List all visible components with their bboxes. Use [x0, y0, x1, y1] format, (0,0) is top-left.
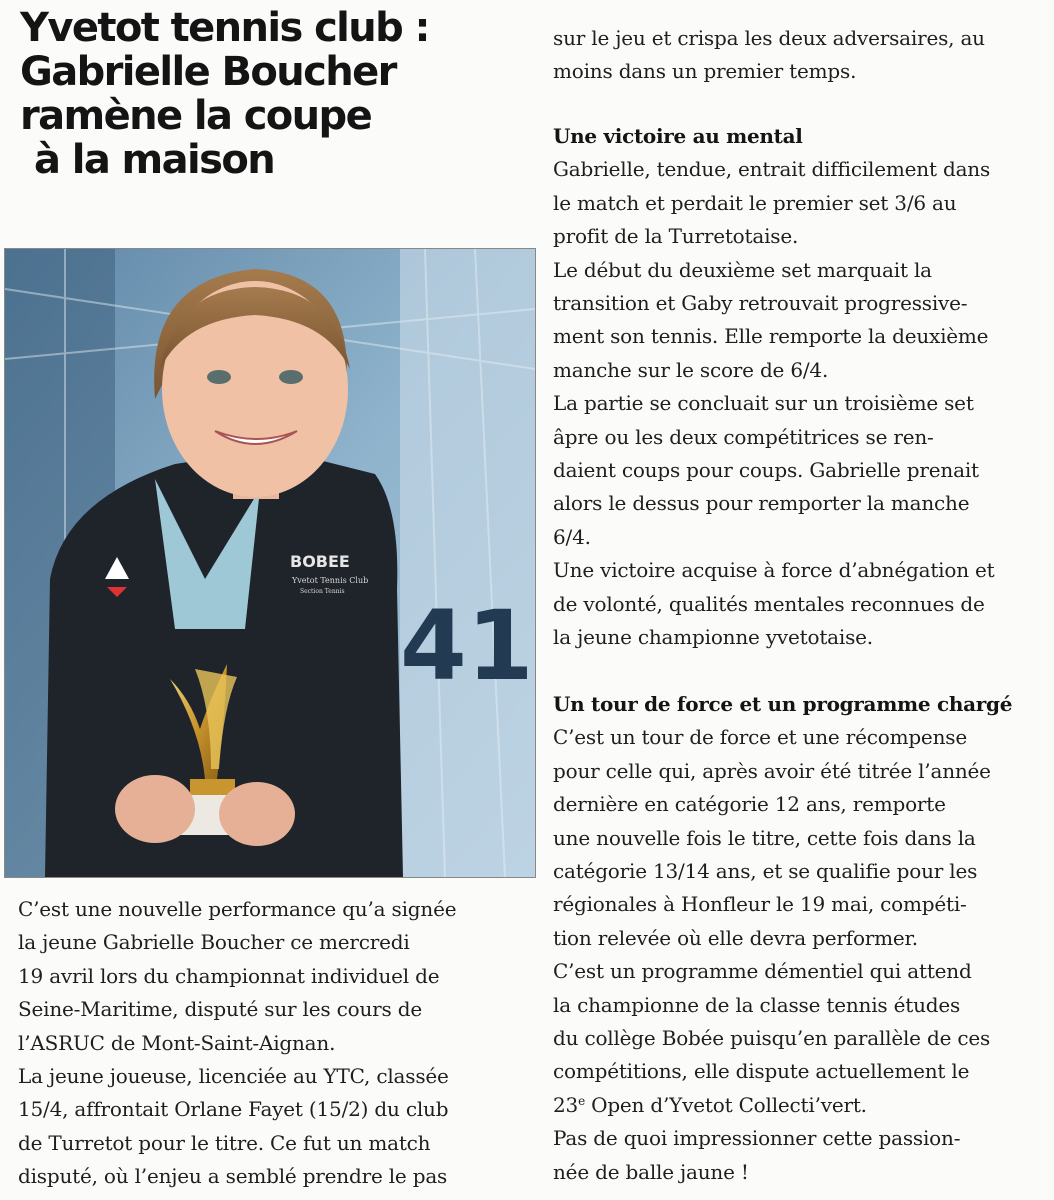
section-2-line: C’est un programme démentiel qui attend: [553, 959, 972, 984]
section-1-line: manche sur le score de 6/4.: [553, 357, 829, 382]
headline-line-3: ramène la coupe: [20, 93, 372, 139]
intro-line: de Turretot pour le titre. Ce fut un match: [18, 1130, 431, 1155]
section-2-line: dernière en catégorie 12 ans, remporte: [553, 792, 946, 817]
continuation-line: sur le jeu et crispa les deux adversaires, au: [553, 26, 985, 50]
section-1-line: transition et Gaby retrouvait progressive-: [553, 291, 968, 316]
headline-line-1: Yvetot tennis club :: [20, 5, 429, 51]
section-2-line: Pas de quoi impressionner cette passion-: [553, 1126, 961, 1151]
intro-line: l’ASRUC de Mont-Saint-Aignan.: [18, 1030, 336, 1055]
section-1-line: ment son tennis. Elle remporte la deuxième: [553, 324, 989, 349]
section-1-line: daient coups pour coups. Gabrielle prenait: [553, 458, 979, 483]
section-2-line: pour celle qui, après avoir été titrée l’année: [553, 758, 991, 783]
intro-line: Seine-Maritime, disputé sur les cours de: [18, 997, 422, 1022]
section-2-body: [553, 721, 1012, 1189]
section-1-line: alors le dessus pour remporter la manche: [553, 491, 970, 516]
section-2-line: la championne de la classe tennis études: [553, 992, 961, 1017]
section-2-line: née de balle jaune !: [553, 1159, 749, 1184]
section-1-body: [553, 153, 995, 654]
section-2-line: tion relevée où elle devra performer.: [553, 925, 918, 950]
section-1-line: âpre ou les deux compétitrices se ren-: [553, 424, 934, 449]
continuation-line: moins dans un premier temps.: [553, 59, 857, 84]
section-1-line: Gabrielle, tendue, entrait difficilement dans: [553, 157, 991, 182]
court-number: [400, 590, 534, 702]
section-1-line: Une victoire acquise à force d’abnégation et: [553, 558, 995, 583]
open-text: Open d’Yvetot Collecti’vert.: [584, 1092, 867, 1117]
intro-line: 19 avril lors du championnat individuel de: [18, 963, 440, 988]
article-photo: [4, 248, 536, 878]
photo-illustration: [5, 249, 535, 877]
intro-paragraph: [18, 893, 530, 1194]
section-1-line: La partie se concluait sur un troisième set: [553, 391, 974, 416]
jacket-logo-sub1: Yvetot Tennis Club: [292, 576, 369, 585]
headline-line-4: à la maison: [34, 137, 275, 183]
section-2-line: compétitions, elle dispute actuellement le: [553, 1059, 970, 1084]
section-tour-de-force: [553, 688, 1012, 1189]
section-2-title: Un tour de force et un programme chargé: [553, 692, 1013, 716]
section-1-line: la jeune championne yvetotaise.: [553, 625, 873, 650]
intro-line: la jeune Gabrielle Boucher ce mercredi: [18, 930, 410, 955]
section-2-open-line: [553, 1089, 1012, 1122]
section-2-line: catégorie 13/14 ans, et se qualifie pour les: [553, 859, 978, 884]
intro-line: C’est une nouvelle performance qu’a signée: [18, 897, 457, 921]
intro-line: disputé, où l’enjeu a semblé prendre le pas: [18, 1164, 448, 1189]
section-victoire-mental: [553, 120, 995, 655]
right-column: [553, 0, 1048, 1200]
open-suffix: e: [578, 1093, 585, 1108]
section-1-line: profit de la Turretotaise.: [553, 224, 799, 249]
section-1-line: Le début du deuxième set marquait la: [553, 257, 932, 282]
section-2-line: C’est un tour de force et une récompense: [553, 725, 967, 750]
section-1-line: de volonté, qualités mentales reconnues de: [553, 591, 985, 616]
section-1-title: Une victoire au mental: [553, 124, 803, 148]
court-number-text: 41: [400, 590, 534, 702]
headline-line-2: Gabrielle Boucher: [20, 49, 396, 95]
headline: [20, 6, 530, 182]
open-number: 23: [553, 1092, 579, 1117]
jacket-logo-text: BOBEE: [290, 552, 350, 571]
section-2-line: régionales à Honfleur le 19 mai, compéti-: [553, 892, 967, 917]
section-1-line: le match et perdait le premier set 3/6 au: [553, 190, 957, 215]
jacket-logo-sub2: Section Tennis: [300, 588, 345, 595]
continuation-paragraph: [553, 22, 985, 89]
intro-line: 15/4, affrontait Orlane Fayet (15/2) du club: [18, 1097, 449, 1122]
section-2-line: une nouvelle fois le titre, cette fois dans la: [553, 825, 976, 850]
section-1-line: 6/4.: [553, 524, 591, 549]
intro-line: La jeune joueuse, licenciée au YTC, classée: [18, 1064, 449, 1089]
section-2-line: du collège Bobée puisqu’en parallèle de ces: [553, 1026, 991, 1051]
